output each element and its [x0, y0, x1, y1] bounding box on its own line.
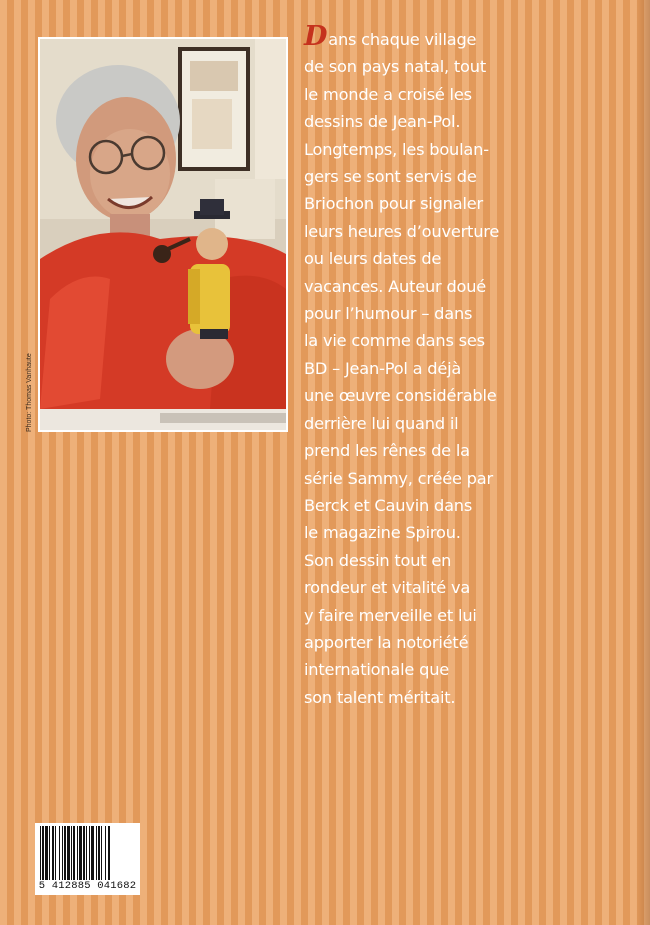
text-line: gers se sont servis de: [304, 167, 477, 187]
text-line: une œuvre considérable: [304, 386, 497, 406]
text-line: vacances. Auteur doué: [304, 276, 487, 296]
text-line: pour l’humour – dans: [304, 304, 473, 324]
author-photo: [38, 37, 288, 432]
text-line: rondeur et vitalité va: [304, 578, 471, 598]
spine-shadow: [636, 0, 650, 925]
text-line: Berck et Cauvin dans: [304, 495, 473, 515]
text-line: Longtemps, les boulan-: [304, 139, 489, 159]
text-line: derrière lui quand il: [304, 413, 459, 433]
text-line: y faire merveille et lui: [304, 605, 477, 625]
barcode-digits: 5 412885 041682: [38, 880, 137, 892]
back-cover-text: [304, 21, 604, 711]
text-line: série Sammy, créée par: [304, 468, 493, 488]
text-line: BD – Jean-Pol a déjà: [304, 358, 462, 378]
text-line: dessins de Jean-Pol.: [304, 112, 461, 132]
barcode: [35, 823, 140, 895]
photo-credit: Photo: Thomas Vanhaute: [26, 353, 33, 432]
text-line: son talent méritait.: [304, 687, 456, 707]
text-line: ou leurs dates de: [304, 249, 442, 269]
text-line: prend les rênes de la: [304, 441, 470, 461]
text-line: la vie comme dans ses: [304, 331, 485, 351]
text-line: Son dessin tout en: [304, 550, 452, 570]
text-line: Briochon pour signaler: [304, 194, 483, 214]
first-line-text: ans chaque village: [328, 30, 477, 49]
text-line: apporter la notoriété: [304, 632, 469, 652]
text-line: [304, 21, 604, 53]
barcode-bars: [38, 826, 137, 880]
text-line: le magazine Spirou.: [304, 523, 461, 543]
text-line: de son pays natal, tout: [304, 57, 486, 77]
text-line: le monde a croisé les: [304, 84, 472, 104]
text-line: internationale que: [304, 660, 450, 680]
text-line: leurs heures d’ouverture: [304, 221, 500, 241]
drop-cap: D: [304, 21, 328, 52]
